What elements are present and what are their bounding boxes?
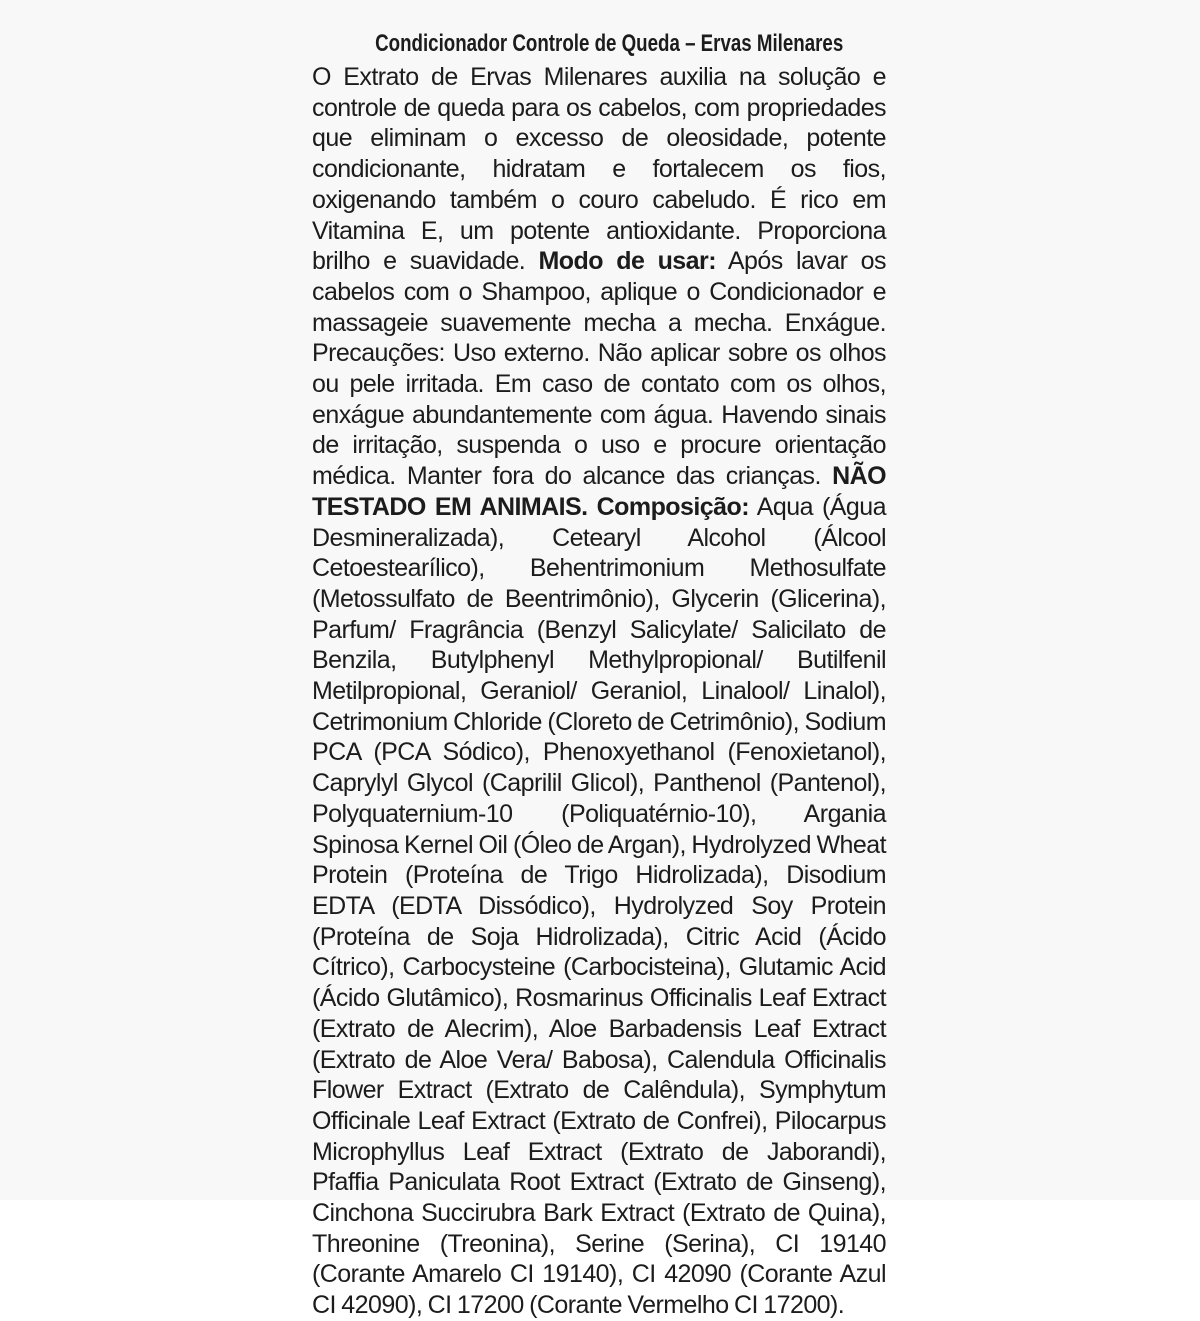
product-title: Condicionador Controle de Queda – Ervas Milenares: [375, 30, 844, 57]
usage-instructions: Após lavar os cabelos com o Shampoo, aplique o Condicionador e massageie suavemente mecha a mecha. Enxágue. Precauções: Uso externo. Não aplicar sobre os olhos ou pele irritada. Em caso de contato com os olhos, enxágue abundantemente com água. Havendo sinais de irritação, suspenda o uso e procure orientação médica. Manter fora do alcance das crianças.: [312, 247, 886, 491]
usage-heading: Modo de usar:: [538, 247, 716, 276]
product-description: O Extrato de Ervas Milenares auxilia na solução e controle de queda para os cabelos, com propriedades que eliminam o excesso de oleosidade, potente condicionante, hidratam e fortalecem os fios, oxigenando também o couro cabeludo. É rico em Vitamina E, um potente antioxidante. Proporciona brilho e suavidade.: [312, 63, 886, 276]
product-label: [312, 26, 886, 1321]
animal-testing-notice: NÃO TESTADO EM ANIMAIS.: [312, 462, 886, 521]
composition-heading: Composição:: [596, 492, 749, 521]
composition-ingredients: Aqua (Água Desmineralizada), Cetearyl Alcohol (Álcool Cetoestearílico), Behentrimonium Methosulfate (Metossulfato de Beentrimônio), Glycerin (Glicerina), Parfum/ Fragrância (Benzyl Salicylate/ Salicilato de Benzila, Butylphenyl Methylpropional/ Butilfenil Metilpropional, Geraniol/ Geraniol, Linalool/ Linalol), Cetrimonium Chloride (Cloreto de Cetrimônio), Sodium PCA (PCA Sódico), Phenoxyethanol (Fenoxietanol), Caprylyl Glycol (Caprilil Glicol), Panthenol (Pantenol), Polyquaternium-10 (Poliquatérnio-10), Argania Spinosa Kernel Oil (Óleo de Argan), Hydrolyzed Wheat Protein (Proteína de Trigo Hidrolizada), Disodium EDTA (EDTA Dissódico), Hydrolyzed Soy Protein (Proteína de Soja Hidrolizada), Citric Acid (Ácido Cítrico), Carbocysteine (Carbocisteina), Glutamic Acid (Ácido Glutâmico), Rosmarinus Officinalis Leaf Extract (Extrato de Alecrim), Aloe Barbadensis Leaf Extract (Extrato de Aloe Vera/ Babosa), Calendula Officinalis Flower Extract (Extrato de Calêndula), Symphytum Officinale Leaf Extract (Extrato de Confrei), Pilocarpus Microphyllus Leaf Extract (Extrato de Jaborandi), Pfaffia Paniculata Root Extract (Extrato de Ginseng), Cinchona Succirubra Bark Extract (Extrato de Quina), Threonine (Treonina), Serine (Serina), CI 19140 (Corante Amarelo CI 19140), CI 42090 (Corante Azul CI 42090), CI 17200 (Corante Vermelho CI 17200).: [312, 492, 886, 1320]
product-body-text: [312, 62, 886, 1321]
